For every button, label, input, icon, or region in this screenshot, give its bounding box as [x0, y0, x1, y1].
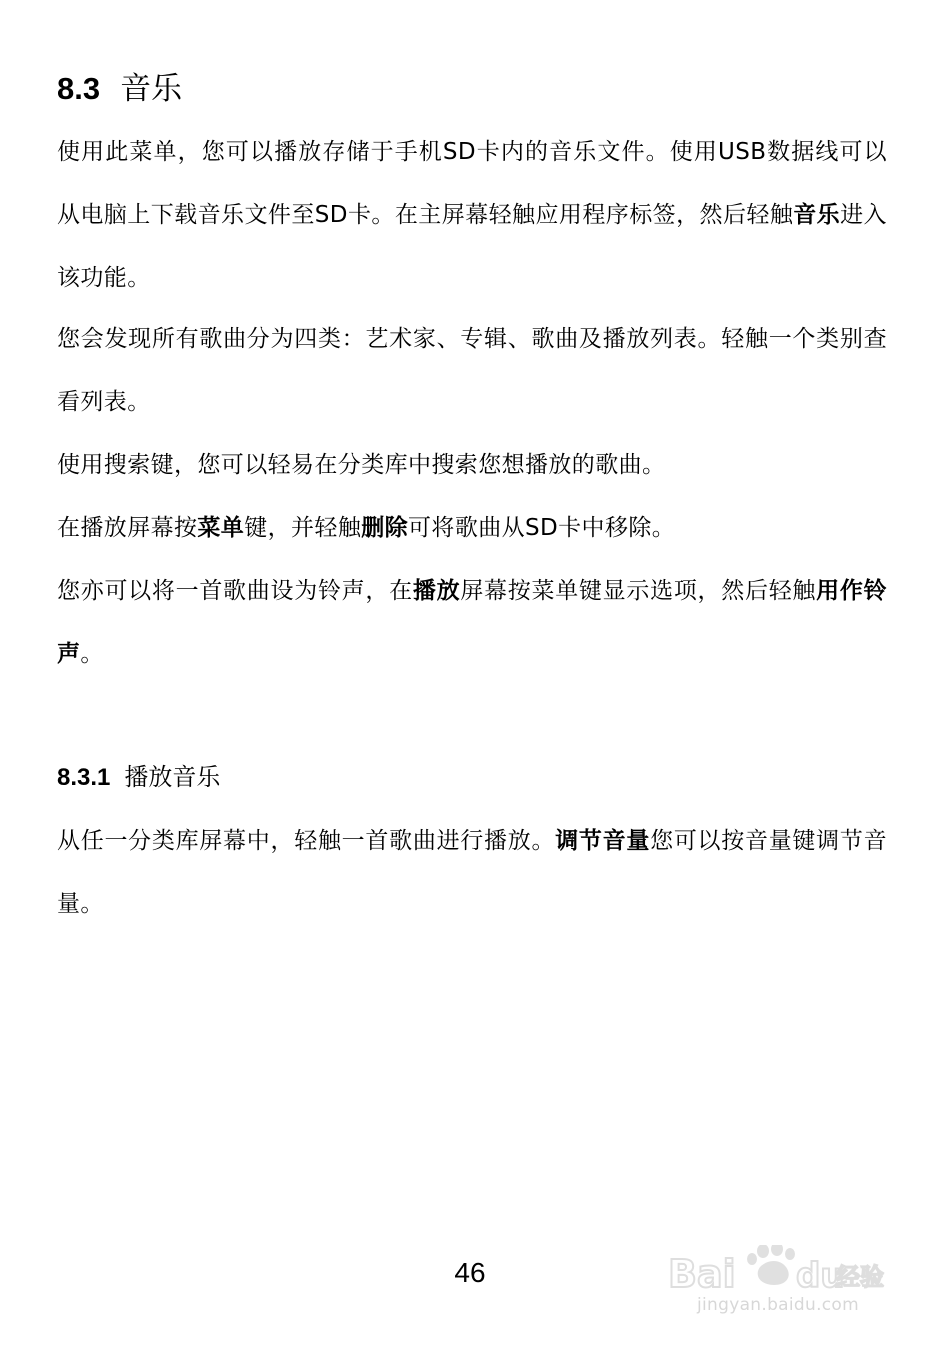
paragraph-text: 键，并轻触 — [244, 515, 362, 541]
paragraph-text: 屏幕按菜单键显示选项，然后轻触 — [460, 578, 817, 604]
section-number: 8.3 — [57, 71, 101, 106]
paragraph-categories — [57, 308, 887, 434]
svg-text:经验: 经验 — [836, 1263, 884, 1291]
paragraph-text: 使用此菜单，您可以播放存储于手机SD卡内的音乐文件。使用USB数据线可以从电脑上下载音乐文件至SD卡。在主屏幕轻触应用程序标签，然后轻触 — [57, 139, 887, 228]
svg-text:Bai: Bai — [668, 1252, 736, 1295]
bold-term-play: 播放 — [412, 578, 461, 604]
bold-term-adjust-volume: 调节音量 — [555, 828, 651, 854]
section-title: 音乐 — [120, 71, 183, 107]
paragraph-music-intro — [57, 121, 887, 310]
watermark-url: jingyan.baidu.com — [697, 1295, 859, 1315]
bold-term-use-as-ringtone: 用作铃声 — [57, 578, 888, 667]
baidu-paw-logo-icon — [668, 1245, 888, 1295]
bold-term-music: 音乐 — [793, 202, 841, 228]
paragraph-ringtone — [57, 560, 887, 686]
page-number: 46 — [454, 1257, 486, 1288]
bold-term-delete: 删除 — [361, 515, 409, 541]
bold-term-menu: 菜单 — [197, 515, 245, 541]
paragraph-delete — [57, 497, 887, 560]
paragraph-text: 在播放屏幕按 — [57, 515, 198, 541]
paw-icon — [747, 1245, 795, 1285]
svg-text:du: du — [796, 1256, 845, 1295]
subsection-title: 播放音乐 — [124, 763, 221, 791]
paragraph-play-music — [57, 810, 887, 936]
paragraph-text: 。 — [80, 641, 104, 667]
paragraph-search — [57, 434, 887, 497]
paragraph-text: 您亦可以将一首歌曲设为铃声，在 — [57, 578, 413, 604]
paragraph-text: 进入该功能。 — [57, 202, 887, 291]
baidu-jingyan-watermark — [668, 1215, 888, 1325]
paragraph-text: 您会发现所有歌曲分为四类：艺术家、专辑、歌曲及播放列表。轻触一个类别查看列表。 — [57, 326, 887, 415]
section-heading — [57, 64, 182, 114]
subsection-heading — [57, 754, 220, 801]
paragraph-text: 可将歌曲从SD卡中移除。 — [408, 515, 676, 541]
subsection-number: 8.3.1 — [57, 764, 111, 791]
paragraph-text: 您可以按音量键调节音量。 — [57, 828, 888, 917]
paragraph-text: 从任一分类库屏幕中，轻触一首歌曲进行播放。 — [57, 828, 556, 854]
paragraph-text: 使用搜索键，您可以轻易在分类库中搜索您想播放的歌曲。 — [57, 452, 666, 478]
